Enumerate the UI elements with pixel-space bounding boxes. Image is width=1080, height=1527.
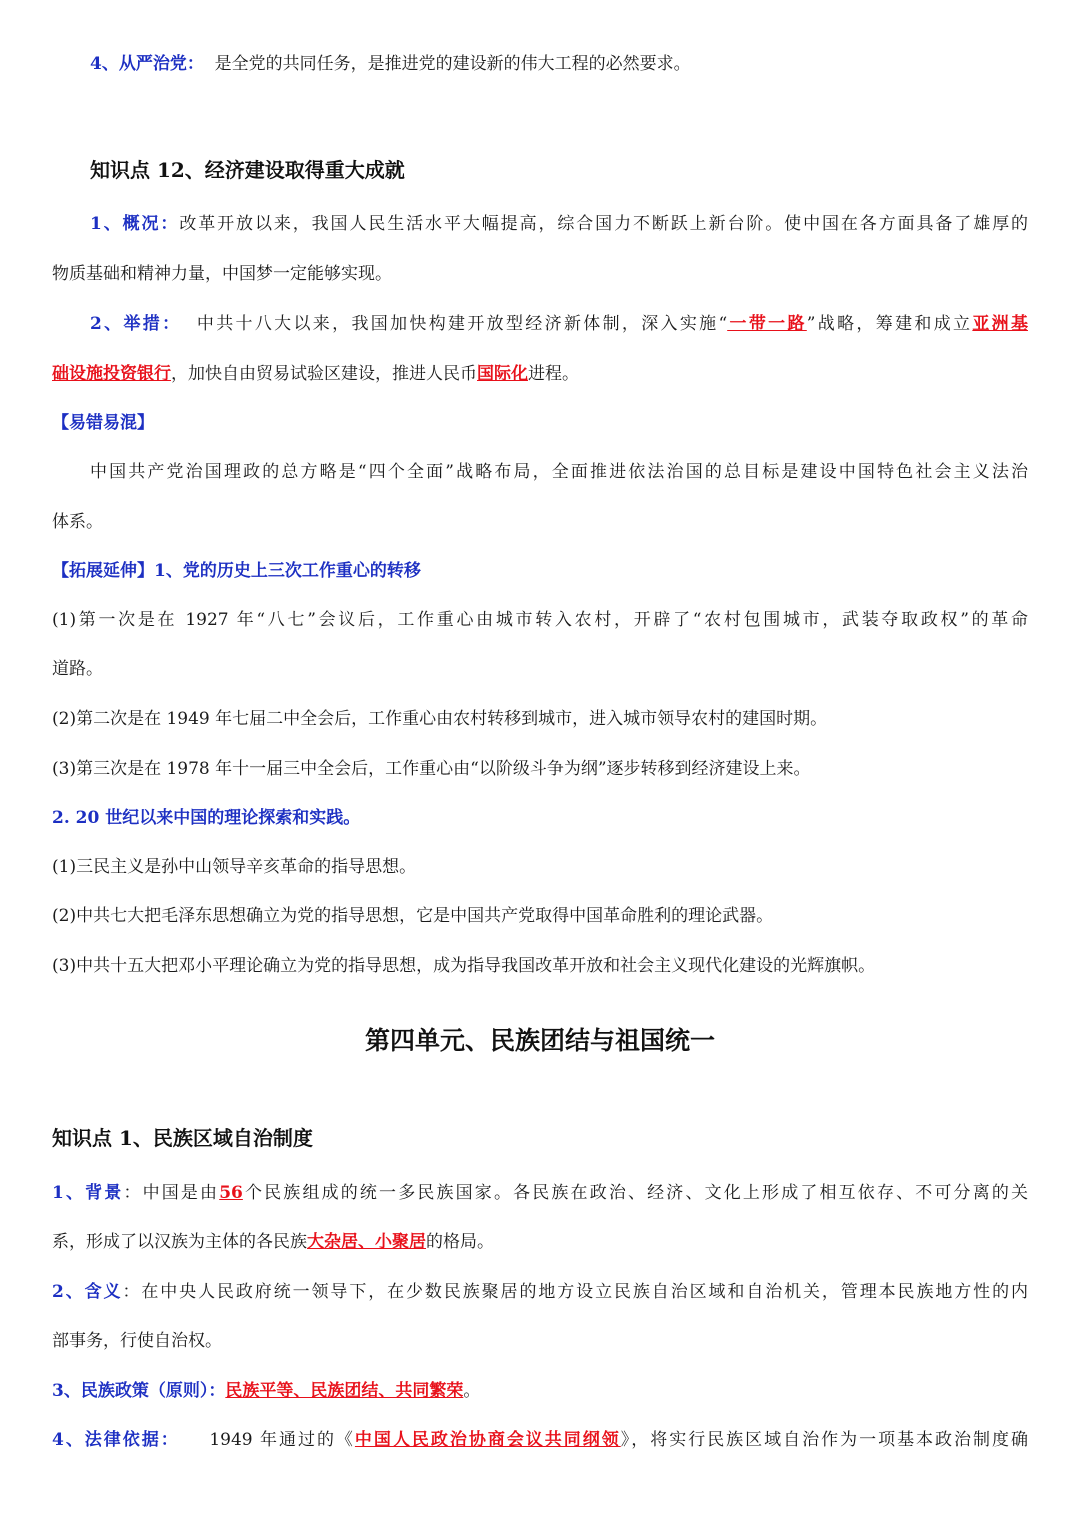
list-item: (1)三民主义是孙中山领导辛亥革命的指导思想。 <box>52 857 417 877</box>
list-item: (3)中共十五大把邓小平理论确立为党的指导思想，成为指导我国改革开放和社会主义现代化建设的光辉旗帜。 <box>52 956 876 976</box>
item-label: 2、含义 <box>52 1282 123 1302</box>
key-term: 础设施投资银行 <box>52 364 171 384</box>
key-term: 国际化 <box>477 364 528 384</box>
paragraph-legal-basis: 4、法律依据： 1949 年通过的《中国人民政治协商会议共同纲领》，将实行民族区域自治作为一项基本政治制度确 <box>52 1430 1028 1450</box>
item-label: 4、法律依据： <box>52 1430 180 1450</box>
item-text: 是全党的共同任务，是推进党的建设新的伟大工程的必然要求。 <box>214 54 691 74</box>
label-extension: 【拓展延伸】1、党的历史上三次工作重心的转移 <box>52 561 421 581</box>
label-common-mistakes: 【易错易混】 <box>52 413 154 433</box>
key-term: 大杂居、小聚居 <box>307 1232 426 1252</box>
key-term: 中国人民政治协商会议共同纲领 <box>354 1430 621 1450</box>
list-item: (2)第二次是在 1949 年七届二中全会后，工作重心由农村转移到城市，进入城市领导农村的建国时期。 <box>52 709 828 729</box>
paragraph-background: 1、背景：中国是由56个民族组成的统一多民族国家。各民族在政治、经济、文化上形成了相互依存、不可分离的关 <box>52 1183 1028 1203</box>
paragraph-common-mistakes-cont: 体系。 <box>52 512 103 532</box>
subheading-theory: 2. 20 世纪以来中国的理论探索和实践。 <box>52 808 361 828</box>
paragraph-ethnic-policy: 3、民族政策（原则）：民族平等、民族团结、共同繁荣。 <box>52 1381 481 1401</box>
heading-knowledge-point-1: 知识点 1、民族区域自治制度 <box>52 1126 313 1150</box>
list-item: (1)第一次是在 1927 年“八七”会议后，工作重心由城市转入农村，开辟了“农村包围城市，武装夺取政权”的革命 <box>52 610 1028 630</box>
paragraph-meaning: 2、含义：在中央人民政府统一领导下，在少数民族聚居的地方设立民族自治区域和自治机关，管理本民族地方性的内 <box>52 1282 1028 1302</box>
heading-knowledge-point-12: 知识点 12、经济建设取得重大成就 <box>90 158 405 182</box>
item-label: 4、从严治党： <box>90 54 204 74</box>
item-label: 2、举措： <box>90 314 182 334</box>
key-term: 56 <box>219 1183 243 1203</box>
key-term: 民族平等、民族团结、共同繁荣 <box>225 1381 464 1401</box>
item-label: 3、民族政策（原则）： <box>52 1381 226 1401</box>
key-term: 一带一路 <box>727 314 807 334</box>
paragraph-overview-cont: 物质基础和精神力量，中国梦一定能够实现。 <box>52 264 392 284</box>
list-item-cont: 道路。 <box>52 659 103 679</box>
paragraph-measures: 2、举措： 中共十八大以来，我国加快构建开放型经济新体制，深入实施“一带一路”战略，筹建和成立亚洲基 <box>90 314 1028 334</box>
item-label: 1、概况： <box>90 214 180 234</box>
heading-unit-4: 第四单元、民族团结与祖国统一 <box>364 1026 715 1055</box>
paragraph-overview: 1、概况：改革开放以来，我国人民生活水平大幅提高，综合国力不断跃上新台阶。使中国在各方面具备了雄厚的 <box>90 214 1028 234</box>
item-label: 1、背景 <box>52 1183 124 1203</box>
paragraph-meaning-cont: 部事务，行使自治权。 <box>52 1331 222 1351</box>
paragraph-measures-cont: 础设施投资银行，加快自由贸易试验区建设，推进人民币国际化进程。 <box>52 364 579 384</box>
list-item: (2)中共七大把毛泽东思想确立为党的指导思想，它是中国共产党取得中国革命胜利的理论武器。 <box>52 906 774 926</box>
paragraph-common-mistakes: 中国共产党治国理政的总方略是“四个全面”战略布局，全面推进依法治国的总目标是建设中国特色社会主义法治 <box>90 462 1028 482</box>
list-item: (3)第三次是在 1978 年十一届三中全会后，工作重心由“以阶级斗争为纲”逐步转移到经济建设上来。 <box>52 759 811 779</box>
paragraph-strict-governance <box>90 52 1028 76</box>
paragraph-background-cont: 系，形成了以汉族为主体的各民族大杂居、小聚居的格局。 <box>52 1232 494 1252</box>
key-term: 亚洲基 <box>972 314 1028 334</box>
